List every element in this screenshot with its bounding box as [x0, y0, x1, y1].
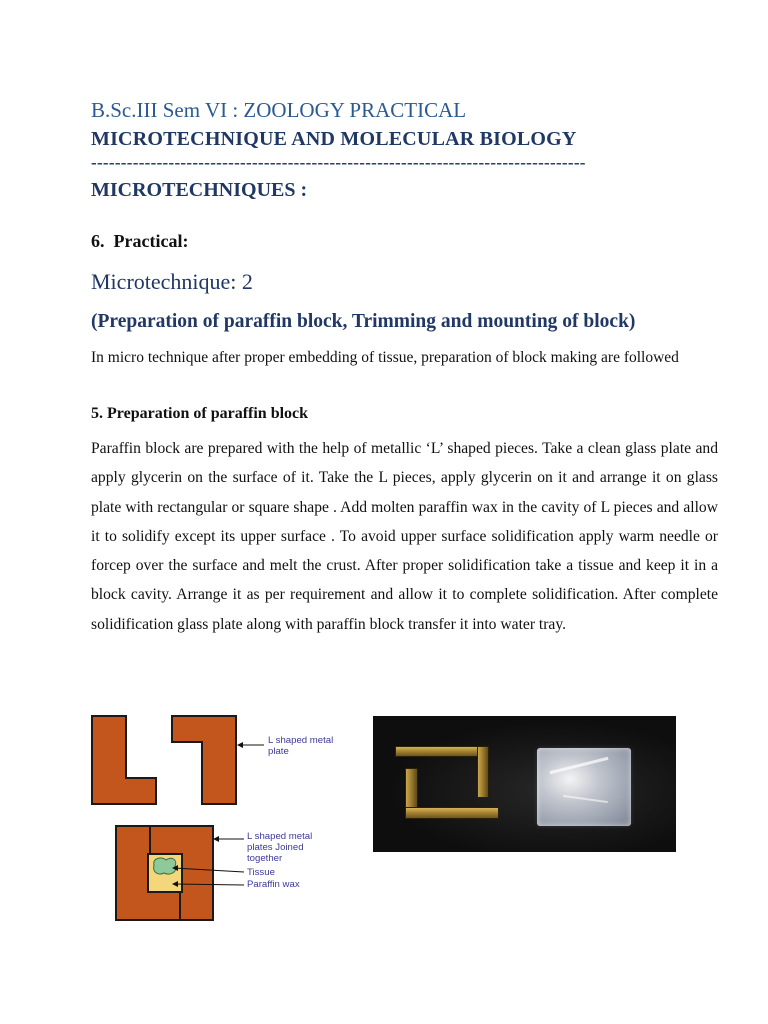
label-tissue: Tissue	[247, 867, 275, 878]
practical-name: Microtechnique: 2	[91, 269, 253, 294]
label-plate-line1: L shaped metal	[268, 735, 334, 746]
tissue-sample	[154, 858, 176, 874]
wax-block	[537, 748, 631, 826]
label-paraffin-wax: Paraffin wax	[247, 879, 300, 890]
paraffin-block-photo	[373, 716, 676, 852]
dashed-divider: -----------------------------------------------------------------------------------	[91, 153, 586, 172]
section-sub-heading: 5. Preparation of paraffin block	[91, 405, 309, 422]
label-joined-line2: plates Joined	[247, 842, 304, 853]
label-joined-line1: L shaped metal	[247, 831, 313, 842]
course-title: B.Sc.III Sem VI : ZOOLOGY PRACTICAL	[91, 98, 467, 122]
subject-title: MICROTECHNIQUE AND MOLECULAR BIOLOGY	[91, 128, 577, 150]
section-title: MICROTECHNIQUES :	[91, 179, 308, 201]
practical-number: 6. Practical:	[91, 231, 189, 251]
label-joined-line3: together	[247, 853, 283, 864]
practical-subtitle: (Preparation of paraffin block, Trimming and mounting of block)	[91, 311, 636, 332]
label-plate-line2: plate	[268, 746, 289, 757]
l-plate-diagram	[88, 712, 344, 922]
body-paragraph: Paraffin block are prepared with the help of metallic ‘L’ shaped pieces. Take a clean glass plate and apply glycerin on the surface of it. Take the L pieces, apply glycerin on it and arrange it on glass plate with rectangular or square shape . Add molten paraffin wax in the cavity of L pieces and allow it to solidify except its upper surface . To avoid upper surface solidification apply warm needle or forcep over the surface and melt the crust. After proper solidification take a tissue and keep it in a block cavity. Arrange it as per requirement and allow it to complete solidification. After complete solidification glass plate along with paraffin block transfer it into water tray.	[91, 440, 718, 633]
intro-paragraph: In micro technique after proper embedding of tissue, preparation of block making are followed	[91, 349, 679, 366]
